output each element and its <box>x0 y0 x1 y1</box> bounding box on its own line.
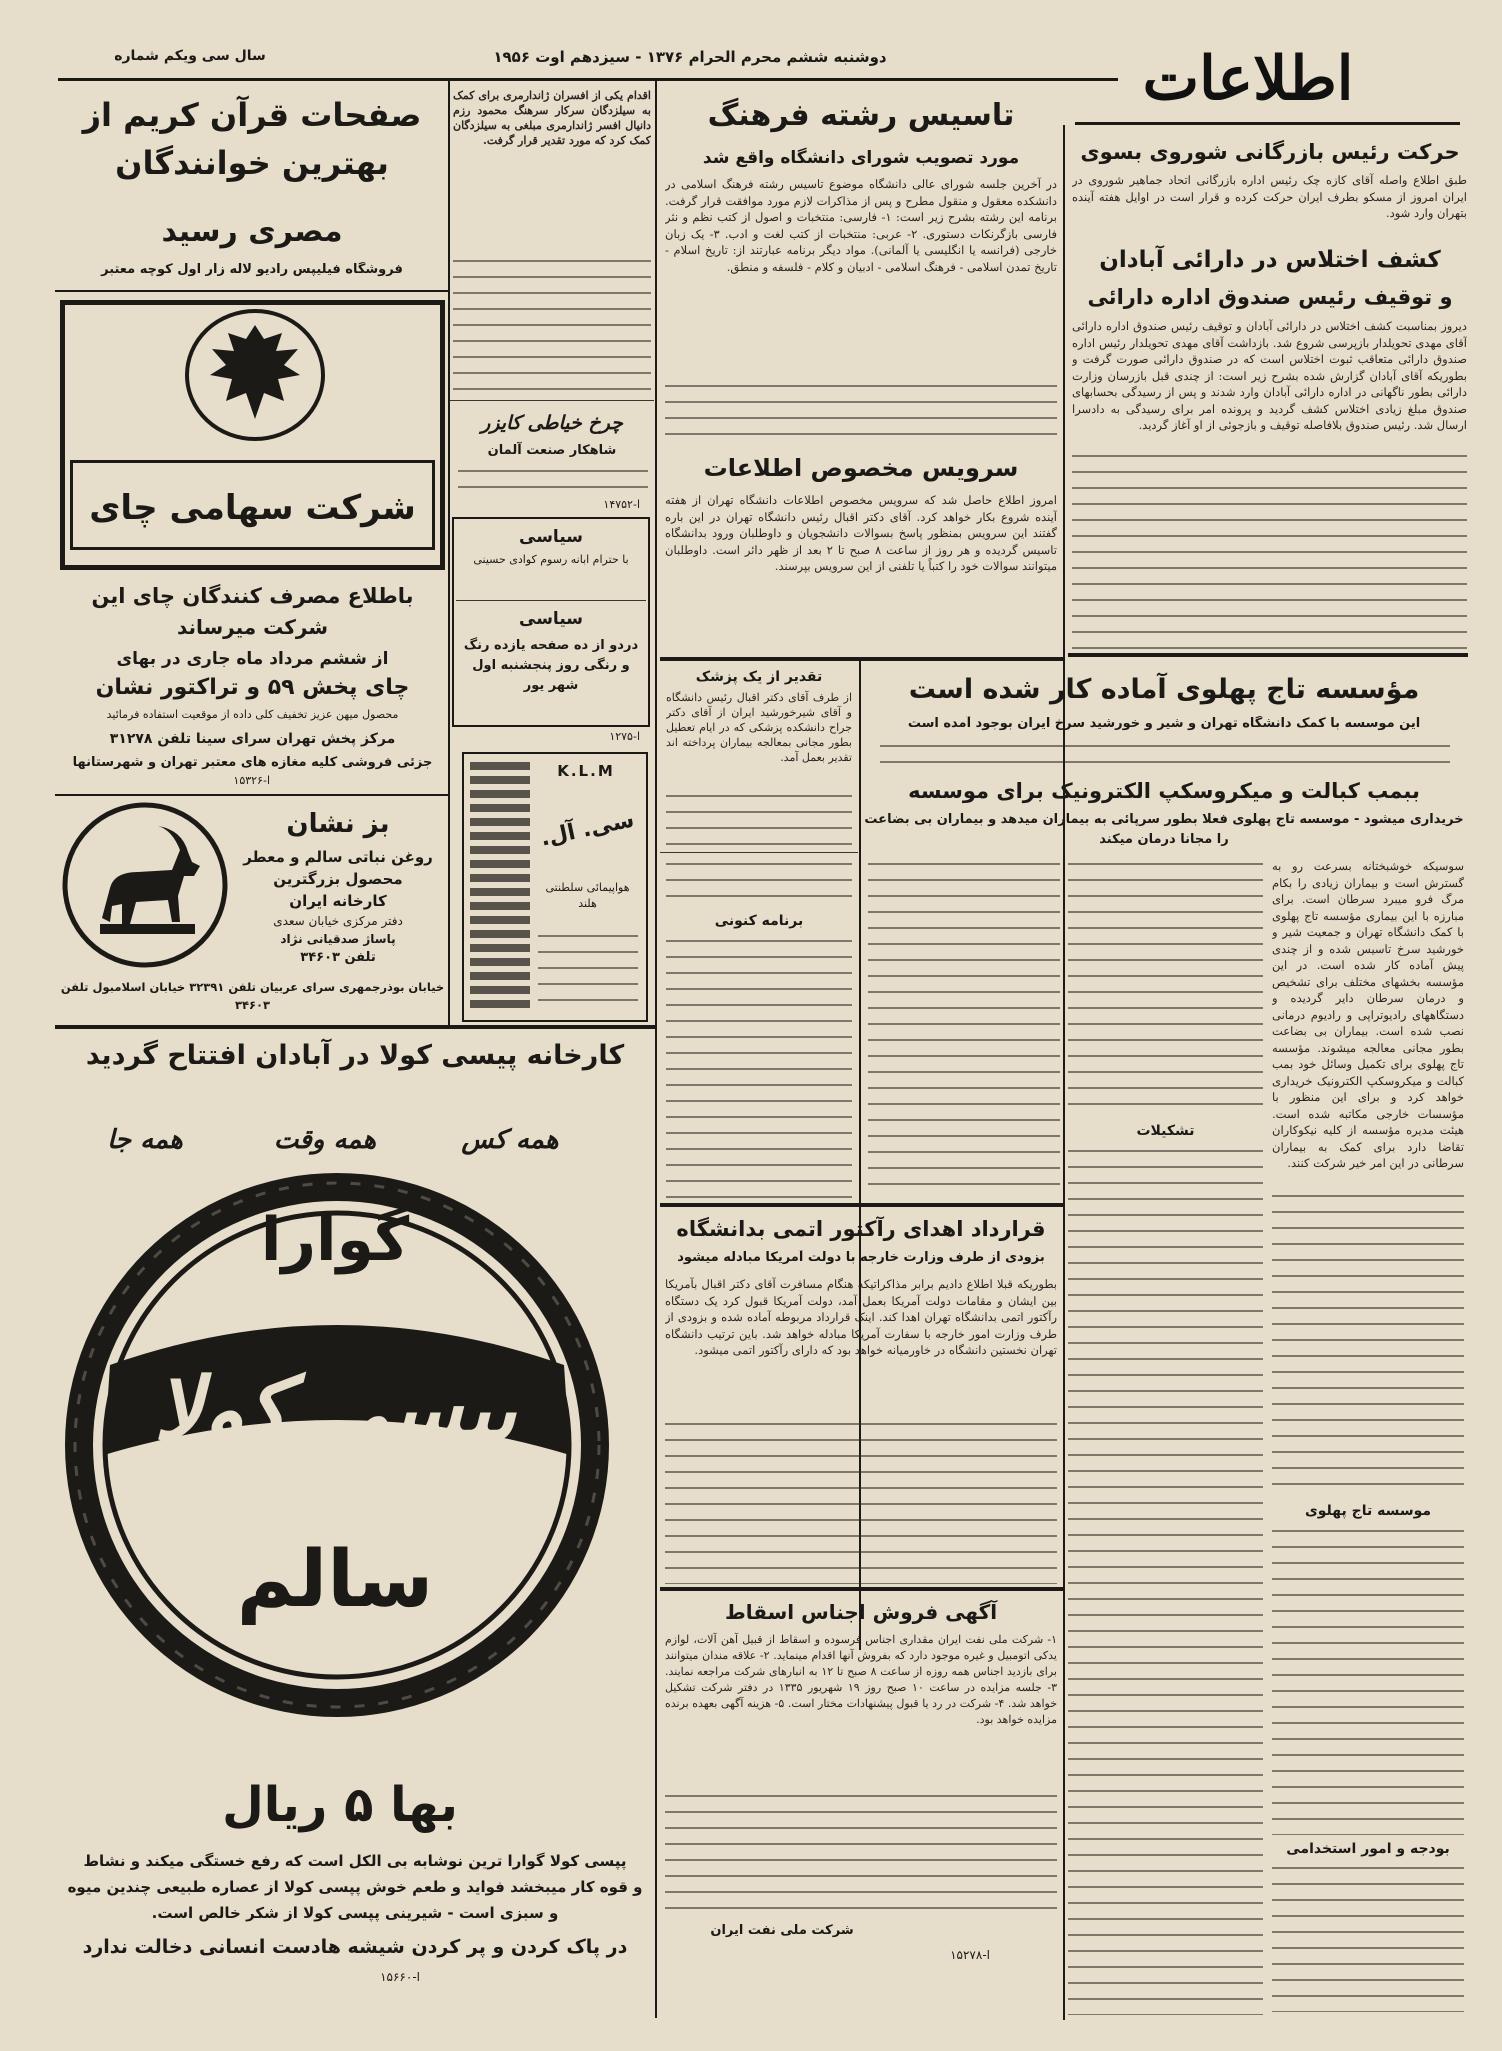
body-reactor: بطوریکه قبلا اطلاع دادیم برابر مذاکراتیکه هنگام مسافرت آقای دکتر اقبال بآمریکا بین ایشان و مقامات دولت آمریکا بعمل آمد، دولت آمریکا قبول کرد یک دستگاه رآکتور اتمی بدانشگاه تهران اهدا کند. اینک قرارداد مربوطه آماده شده و بزودی از طرف وزارت امور خارجه با سفارت آمریکا مبادله خواهد شد. باین ترتیب دانشگاه تهران نخستین دانشگاه در خاورمیانه خواهد بود که دارای رآکتور اتمی میشود. <box>665 1277 1057 1357</box>
pepsi-tag1: همه کس <box>461 1125 559 1155</box>
subhead-budget: بودجه و امور استخدامی <box>1286 1841 1450 1857</box>
ibex-line5: پاساژ صدقیانی نژاد <box>280 932 396 946</box>
rule-mid-1 <box>660 657 1063 661</box>
program-body <box>666 935 852 1200</box>
pepsi-headline: کارخانه پیسی کولا در آبادان افتتاح گردید <box>85 1040 625 1071</box>
appreciation-body: از طرف آقای دکتر اقبال رئیس دانشگاه و آقای شیرخورشید ایران از آقای دکتر جراح دانشکده پزشکی که در ایام تعطیل بطور مجانی بمعالجه بیماران پرداخته اند تقدیر بعمل آمد. <box>666 691 852 764</box>
pepsi-price: بها ۵ ریال <box>222 1777 458 1833</box>
sub-taj: این موسسه با کمک دانشگاه تهران و شیر و خورشید سرخ ایران بوجود آمده است <box>907 716 1421 731</box>
sub-reactor: بزودی از طرف وزارت خارجه با دولت آمریکا مبادله میشود <box>677 1250 1045 1265</box>
klm-line1: سی. آل. <box>538 807 637 852</box>
rule-mid-2 <box>660 1203 1063 1207</box>
flood-help-story: اقدام یکی از افسران ژاندارمری برای کمک به سیلزدگان سرکار سرهنگ محمود رزم دانیال افسر ژاندارمری مبلغی به سیلزدگان کمک کرد که مورد تقدیر قرار گرفت. <box>453 89 651 147</box>
title-taj: مؤسسه تاج پهلوی آماده کار شده است <box>908 674 1420 705</box>
col-rule-left <box>448 78 450 1028</box>
date-line: دوشنبه ششم محرم الحرام ۱۳۷۶ - سیزدهم اوت ۱۹۵۶ <box>493 48 887 66</box>
simple-ad2-title: سیاسی <box>519 609 583 629</box>
pepsi-number: ا-۱۵۶۶۰ <box>380 1970 420 1984</box>
quran-address: فروشگاه فیلیپس رادیو لاله زار اول کوچه معتبر <box>101 262 403 277</box>
sewing-number: ا-۱۴۷۵۲ <box>603 498 640 511</box>
notice-number: ا-۱۵۲۷۸ <box>950 1948 990 1962</box>
pepsi-tag2: همه وقت <box>273 1125 377 1155</box>
rule-simple-ads <box>456 600 646 601</box>
ibex-icon <box>60 800 230 970</box>
logo-masthead: اطلاعات <box>1142 44 1354 114</box>
headline-islamic: تاسیس رشته فرهنگ <box>707 98 1015 133</box>
notice-sign: شرکت ملی نفت ایران <box>710 1923 854 1938</box>
ibex-line6: تلفن ۳۴۶۰۳ <box>300 950 376 965</box>
tea-line2: شرکت میرساند <box>176 615 329 639</box>
appreciation-title: تقدیر از یک پزشک <box>695 669 823 685</box>
simple-ads-number: ا-۱۲۷۵ <box>609 730 640 743</box>
body-reactor-more <box>665 1418 1057 1584</box>
ibex-line4: دفتر مرکزی خیابان سعدی <box>273 914 403 928</box>
eagle-emblem <box>180 305 330 445</box>
sewing-title: چرخ خیاطی کایزر <box>481 412 623 434</box>
quran-title2: بهترین خوانندگان <box>115 144 389 182</box>
klm-ticket-graphic <box>470 762 530 1012</box>
pepsi-bottom-word: سالم <box>236 1535 434 1625</box>
masthead-rule-right <box>1075 122 1460 125</box>
rule-tea <box>55 794 448 796</box>
tea-line6: مرکز پخش تهران سرای سینا تلفن ۳۱۲۷۸ <box>109 731 396 747</box>
col-rule-mid <box>655 78 657 2018</box>
sub-cobalt: خریداری میشود - موسسه تاج پهلوی فعلا بطور سرپائی به بیماران میدهد و بیماران بی بضاعت را مجانا درمان میکند <box>864 812 1464 847</box>
rule-right-1 <box>1068 653 1468 657</box>
quran-title1: صفحات قرآن کریم از <box>82 96 422 134</box>
body-taj: سوسیکه خوشبختانه بسرعت رو به گسترش است و بیماران زیادی را بکام مرگ فرو میبرد سرطان است. برای مبارزه با این بیماری مؤسسه تاج پهلوی با کمک دانشگاه تهران و جمعیت شیر و خورشید سرخ تاسیس شده و از چندی پیش آماده کار شده است. در این مؤسسه بخشهای مختلف برای تشخیص و درمان سرطان دایر گردیده و دستگاههای رادیوتراپی و رادیوم درمانی نصب شده است. بیماران بی بضاعت بطور مجانی معالجه میشوند. مؤسسه تاج پهلوی برای تکمیل وسائل خود بمب کبالت و میکروسکپ الکترونیک خریداری خواهد کرد و برای این منظور با مؤسسات خارجی مکاتبه شده است. هیئت مدیره مؤسسه از کلیه نیکوکاران تقاضا دارد برای کمک به بیماران سرطانی در این امر خیر شرکت کنند. <box>1272 859 1464 1170</box>
rule-small-box <box>660 852 858 853</box>
tea-line1: باطلاع مصرف کنندگان چای این <box>91 584 414 608</box>
body-taj-col1c <box>1272 1862 1464 2012</box>
tea-line7: جزئی فروشی کلیه مغازه های معتبر تهران و شهرستانها <box>72 755 433 770</box>
tea-line4: چای پخش ۵۹ و تراکتور نشان <box>95 675 410 700</box>
pepsi-desc3: و سبزی است - شیرینی پپسی کولا از شکر خالص است. <box>151 1904 559 1922</box>
notice-body-more <box>665 1790 1057 1910</box>
ibex-line3: کارخانه ایران <box>289 892 387 910</box>
ibex-line1: روغن نباتی سالم و معطر <box>243 848 433 866</box>
ibex-emblem <box>60 800 230 970</box>
year-line: سال سی ویکم شماره <box>114 48 266 64</box>
story1-body: طبق اطلاع واصله آقای کازه چک رئیس اداره بازرگانی اتحاد جماهیر شوروی در ایران امروز از مسکو بطرف ایران حرکت کرده و قرار است در اوایل هفته آینده بتهران وارد شود. <box>1072 173 1467 220</box>
story2-body: دیروز بمناسبت کشف اختلاس در دارائی آبادان و توقیف رئیس صندوق اداره دارائی آقای مهدی تحویلدار بازپرسی شروع شد. بازداشت آقای مهدی تحویلدار رئیس اداره صندوق دارائی متعاقب ثبوت اختلاس است که در صندوق دارائی صورت گرفت و بطوریکه آقای آبادان گزارش شده بشرح زیر است: از چندی قبل بازرسان وزارت دارائی بطور ناگهانی در اداره دارائی آبادان وارد شدند و پس از رسیدگی بحسابهای صندوق مبلغ زیادی اختلاس کشف گردید و پرونده امر برای رسیدگی به دادسرا ارسال شد. رئیس صندوق بلافاصله توقیف و بازجوئی از او آغاز گردید. <box>1072 319 1467 432</box>
body-taj-col1 <box>1272 1190 1464 1490</box>
sub-taj-more <box>880 740 1450 770</box>
simple-ad1-title: سیاسی <box>519 527 583 547</box>
klm-brand: K.L.M <box>557 762 615 780</box>
ibex-line2: محصول بزرگترین <box>273 870 403 888</box>
col-small-body <box>666 858 852 908</box>
flood-help-more <box>453 255 651 395</box>
pepsi-top-word: گوارا <box>260 1205 410 1275</box>
klm-fineprint <box>538 930 638 1010</box>
sewing-sub: شاهکار صنعت آلمان <box>487 443 617 458</box>
body-taj-col2b <box>1068 1145 1263 2015</box>
rule-mid-3 <box>660 1587 1063 1591</box>
notice-body: ۱- شرکت ملی نفت ایران مقداری اجناس فرسوده و اسقاط از قبیل آهن آلات، لوازم یدکی اتومبیل و غیره موجود دارد که بفروش آنها اقدام مینماید. ۲- علاقه مندان میتوانند برای بازدید اجناس همه روزه از ساعت ۸ صبح تا ۱۲ به انبارهای شرکت مراجعه نمایند. ۳- جلسه مزایده در ساعت ۱۰ صبح روز ۱۹ شهریور ۱۳۳۵ در دفتر شرکت تشکیل خواهد شد. ۴- شرکت در رد یا قبول پیشنهادات مختار است. ۵- هزینه آگهی بعهده برنده مزایده خواهد بود. <box>665 1633 1057 1726</box>
program-title: برنامه کنونی <box>714 913 804 929</box>
rule-quran <box>55 290 448 292</box>
title-reactor: قرارداد اهدای رآکتور اتمی بدانشگاه <box>676 1217 1046 1241</box>
pepsi-desc1: پپسی کولا گوارا ترین نوشابه بی الکل است که رفع خستگی میکند و نشاط <box>83 1852 627 1870</box>
body-islamic: در آخرین جلسه شورای عالی دانشگاه موضوع تاسیس رشته فرهنگ اسلامی در دانشکده معقول و منقول مطرح و پس از مذاکرات لازم مورد موافقت قرار گرفت. برنامه این رشته بشرح زیر است: ۱- فارسی: منتخبات و اصول از کتب نظم و نثر فارسی بازگرنکات دستوری. ۲- عربی: منتخبات از کتب لغت و ادب. ۳- یک زبان خارجی (فرانسه یا انگلیسی یا آلمانی). مواد دیگر برنامه عبارتند از: تاریخ اسلام - تاریخ تمدن اسلامی - فرهنگ اسلامی - ادبیان و کلام - فلسفه و منطق. <box>665 177 1057 274</box>
pepsi-desc4: در پاک کردن و پر کردن شیشه هادست انسانی دخالت ندارد <box>82 1936 628 1958</box>
story1-title: حرکت رئیس بازرگانی شوروی بسوی <box>1080 140 1460 164</box>
rule-ibex <box>55 1025 655 1029</box>
body-taj-col1b <box>1272 1525 1464 1835</box>
subhead-organization: موسسه تاج پهلوی <box>1304 1503 1432 1519</box>
headline-univ-service: سرویس مخصوص اطلاعات <box>703 454 1019 482</box>
pepsi-brand: پپسی کولا <box>153 1360 517 1460</box>
body-univ-service: امروز اطلاع حاصل شد که سرویس مخصوص اطلاعات دانشگاه تهران از هفته آینده شروع بکار خواهد کرد. آقای دکتر اقبال رئیس دانشگاه تهران در این باره گفتند این سرویس بمنظور پاسخ بسوالات دانشجویان و داوطلبان ورود بدانشگاه تاسیس گردیده و هر روز از ساعت ۸ صبح تا ۲ بعد از ظهر دائر است. داوطلبان میتوانند سوالات خود را کتباً یا تلفنی از این سرویس بپرسند. <box>665 493 1057 573</box>
appreciation-more <box>666 790 852 845</box>
pepsi-desc2: و قوه کار میبخشد فواید و طعم خوش پپسی کولا از عصاره طبیعی چندین میوه <box>67 1878 643 1896</box>
tea-line5: محصول میهن عزیز تخفیف کلی داده از موقعیت استفاده فرمائید <box>106 708 399 721</box>
story2-body-continued <box>1072 450 1467 650</box>
ibex-line7: خیابان بوذرجمهری سرای عربیان تلفن ۳۲۳۹۱ خیابان اسلامبول تلفن ۳۴۶۰۳ <box>60 980 445 1012</box>
ibex-title: بز نشان <box>286 809 390 839</box>
body-taj-col2 <box>1068 858 1263 1118</box>
subhead-tashkilat: تشکیلات <box>1136 1123 1195 1139</box>
masthead-rule-left <box>58 78 1118 81</box>
subhead-islamic: مورد تصویب شورای دانشگاه واقع شد <box>702 148 1020 168</box>
klm-line2: هواپیمائی سلطنتی هلند <box>545 881 630 910</box>
sewing-lines <box>458 465 648 495</box>
col-rule-right <box>1063 125 1065 2020</box>
notice-title: آگهی فروش اجناس اسقاط <box>724 1600 998 1624</box>
simple-ad2-body: دردو از ده صفحه یازده رنگ و رنگی روز پنجشنبه اول شهر یور <box>463 638 639 693</box>
tea-number: ا-۱۵۳۲۶ <box>233 774 270 787</box>
body-islamic-more <box>665 380 1057 442</box>
rule-flood <box>450 400 654 401</box>
pepsi-tag3: همه جا <box>107 1125 183 1155</box>
story2-title: کشف اختلاس در دارائی آبادان <box>1099 247 1441 273</box>
tea-company-name: شرکت سهامی چای <box>70 460 435 550</box>
story2-subtitle: و توقیف رئیس صندوق اداره دارائی <box>1087 285 1453 309</box>
simple-ad1-body: با حترام ابانه رسوم کوادی حسینی <box>473 553 629 566</box>
quran-title3: مصری رسید <box>161 214 343 249</box>
tea-line3: از ششم مرداد ماه جاری در بهای <box>116 649 389 669</box>
title-cobalt: ببمب کبالت و میکروسکپ الکترونیک برای موسسه <box>908 779 1420 803</box>
body-taj-col3 <box>868 858 1060 1198</box>
eagle-icon <box>180 305 330 445</box>
